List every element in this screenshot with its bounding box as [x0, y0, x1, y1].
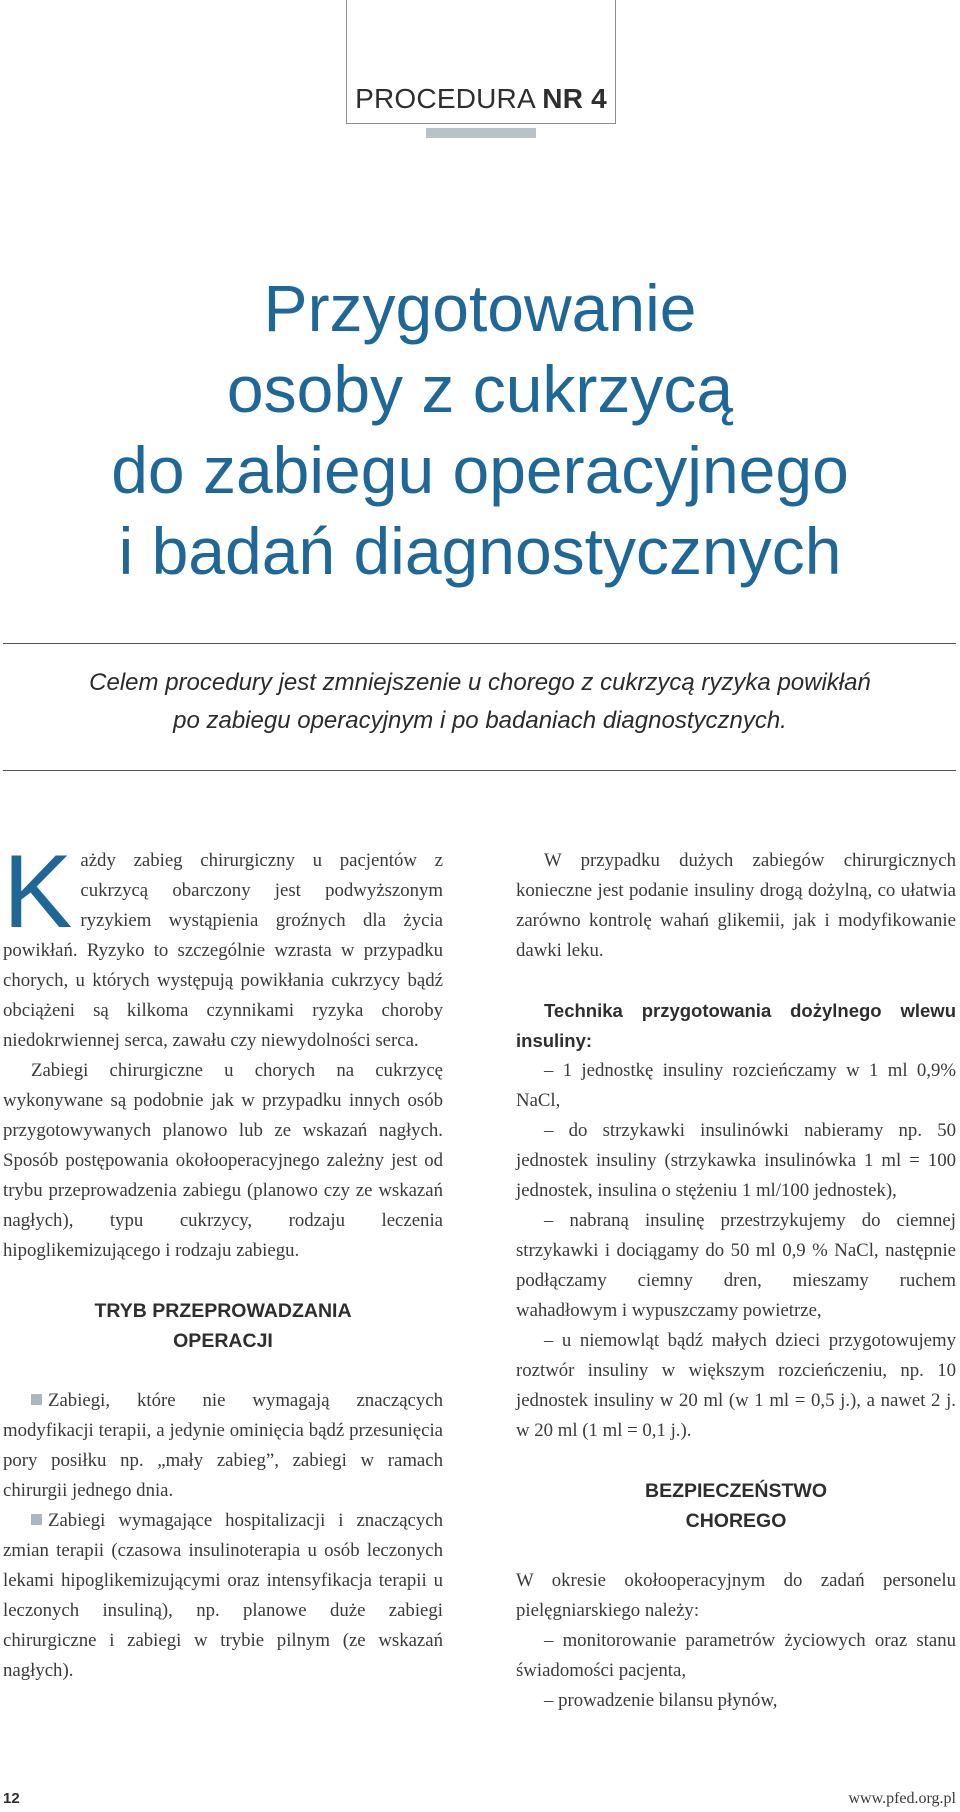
bullet-item: [3, 1386, 443, 1506]
section-heading-patient-safety: [516, 1476, 956, 1536]
procedure-label-box: [346, 0, 616, 124]
procedure-accent-bar: [426, 128, 536, 138]
paragraph: W okresie okołooperacyjnym do zadań personelu pielęgniarskiego należy:: [516, 1570, 956, 1621]
procedure-label: [347, 83, 615, 115]
procedure-prefix: PROCEDURA: [355, 83, 535, 114]
intro-statement: [0, 664, 960, 740]
list-item: – u niemowląt bądź małych dzieci przygotowujemy roztwór insuliny w większym rozcieńczeniu, np. 10 jednostek insuliny w 20 ml (w 1 ml = 0,5 j.), a nawet 2 j. w 20 ml (1 ml = 0,1 j.).: [516, 1330, 956, 1441]
square-bullet-icon: [31, 1514, 42, 1525]
heading-line: BEZPIECZEŃSTWO: [644, 1480, 827, 1502]
bullet-text: Zabiegi, które nie wymagają znaczących modyfikacji terapii, a jedynie ominięcia bądź przesunięcia pory posiłku np. „mały zabieg”, zabiegi w ramach chirurgii jednego dnia.: [3, 1390, 443, 1501]
title-line: Przygotowanie: [263, 271, 697, 345]
intro-line: po zabiegu operacyjnym i po badaniach diagnostycznych.: [173, 707, 787, 734]
title-line: do zabiegu operacyjnego: [111, 433, 849, 507]
bullet-text: Zabiegi wymagające hospitalizacji i znaczących zmian terapii (czasowa insulinoterapia u osób leczonych lekami hipoglikemizującymi oraz intensyfikacja terapii u leczonych insuliną), np. planowe duże zabiegi chirurgiczne i zabiegi w trybie pilnym (ze wskazań nagłych).: [3, 1510, 443, 1681]
paragraph: Zabiegi chirurgiczne u chorych na cukrzycę wykonywane są podobnie jak w przypadku innych osób przygotowywanych planowo lub ze wskazań nagłych. Sposób postępowania okołooperacyjnego zależny jest od trybu przeprowadzenia zabiegu (planowo czy ze wskazań nagłych), typu cukrzycy, rodzaju leczenia hipoglikemizującego i rodzaju zabiegu.: [3, 1060, 443, 1261]
square-bullet-icon: [31, 1394, 42, 1405]
divider-top: [3, 643, 956, 644]
page-number: 12: [3, 1790, 20, 1807]
page-title: [0, 268, 960, 592]
heading-line: OPERACJI: [173, 1330, 273, 1352]
drop-cap: K: [3, 834, 73, 950]
title-line: osoby z cukrzycą: [226, 352, 734, 426]
left-column: [3, 834, 443, 1686]
list-item: – nabraną insulinę przestrzykujemy do ciemnej strzykawki i dociągamy do 50 ml 0,9 % NaCl, następnie podłączamy ciemny dren, mieszamy ruchem wahadłowym i wypuszczamy powietrze,: [516, 1210, 956, 1321]
list-item: – prowadzenie bilansu płynów,: [544, 1690, 778, 1711]
section-heading-surgery-mode: [3, 1296, 443, 1356]
list-item: – 1 jednostkę insuliny rozcieńczamy w 1 ml 0,9% NaCl,: [516, 1060, 956, 1111]
technique-heading: Technika przygotowania dożylnego wlewu insuliny:: [516, 1000, 956, 1051]
list-item: – monitorowanie parametrów życiowych oraz stanu świadomości pacjenta,: [516, 1630, 956, 1681]
title-line: i badań diagnostycznych: [118, 514, 842, 588]
heading-line: CHOREGO: [685, 1510, 787, 1532]
footer-url: www.pfed.org.pl: [848, 1790, 956, 1807]
right-column: [516, 846, 956, 1716]
heading-line: TRYB PRZEPROWADZANIA: [94, 1300, 352, 1322]
intro-line: Celem procedury jest zmniejszenie u chorego z cukrzycą ryzyka powikłań: [89, 669, 871, 696]
paragraph-intro-text: ażdy zabieg chirurgiczny u pacjentów z cukrzycą obarczony jest podwyższonym ryzykiem wystąpienia groźnych dla życia powikłań. Ryzyko to szczególnie wzrasta w przypadku chorych, u których występują powikłania cukrzycy bądź obciążeni są kilkoma czynnikami ryzyka choroby niedokrwiennej serca, zawału czy niewydolności serca.: [3, 850, 443, 1051]
paragraph-intro: [3, 834, 443, 1056]
list-item: – do strzykawki insulinówki nabieramy np. 50 jednostek insuliny (strzykawka insulinówka 1 ml = 100 jednostek, insulina o stężeniu 1 ml/100 jednostek),: [516, 1120, 956, 1201]
bullet-item: [3, 1506, 443, 1686]
paragraph: W przypadku dużych zabiegów chirurgicznych konieczne jest podanie insuliny drogą dożylną, co ułatwia zarówno kontrolę wahań glikemii, jak i modyfikowanie dawki leku.: [516, 850, 956, 961]
procedure-number: NR 4: [542, 83, 607, 114]
divider-bottom: [3, 770, 956, 771]
